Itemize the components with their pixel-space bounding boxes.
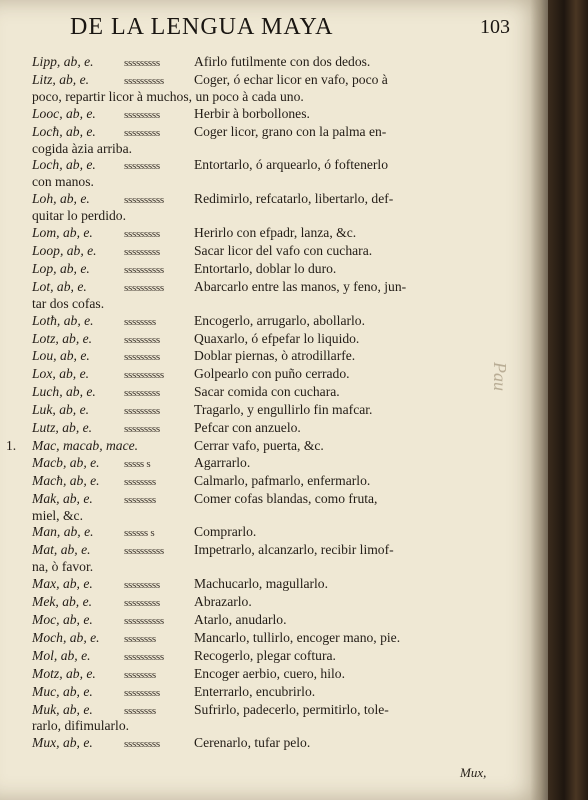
entry-definition-continuation: miel, &c.	[32, 507, 83, 523]
entry-leader: sssssssss	[124, 423, 160, 436]
entry-headword: Lom, ab, e.	[32, 225, 93, 241]
dictionary-entry	[32, 157, 502, 191]
entry-definition-text: Agarrarlo.	[194, 454, 251, 470]
entry-leader: sssssssss	[124, 108, 160, 121]
entry-definition	[194, 666, 502, 684]
entry-definition	[194, 612, 502, 630]
entry-definition-text: Impetrarlo, alcanzarlo, recibir limof-	[194, 542, 394, 558]
entry-leader: ssssssssss	[124, 74, 164, 87]
entry-definition-continuation: quitar lo perdido.	[32, 208, 127, 224]
entry-definition-text: Mancarlo, tullirlo, encoger mano, pie.	[194, 629, 401, 645]
page-gutter-shadow	[530, 0, 548, 800]
entry-headword: Muk, ab, e.	[32, 701, 93, 717]
dictionary-entry	[32, 402, 502, 420]
entry-definition	[194, 420, 502, 438]
entry-leader: sssssssss	[124, 387, 160, 400]
entry-definition-text: Afirlo futilmente con dos dedos.	[194, 54, 371, 69]
entry-headword: Macb, ab, e.	[32, 454, 100, 470]
dictionary-entry	[32, 191, 502, 225]
entry-leader: ssssssssss	[124, 545, 164, 558]
entry-headword: Lou, ab, e.	[32, 348, 90, 364]
entry-definition	[194, 735, 502, 753]
entry-headword: Luch, ab, e.	[32, 384, 96, 400]
entry-definition	[194, 225, 502, 243]
entry-leader: ssssssssss	[124, 615, 164, 627]
entry-leader: sssssssss	[124, 126, 160, 139]
entry-definition	[194, 384, 502, 402]
entry-definition-text: Coger, ó echar licor en vafo, poco à	[194, 71, 388, 87]
page-header	[40, 14, 520, 44]
page-number: 103	[480, 16, 510, 38]
entry-leader: sssssssss	[124, 57, 160, 69]
entry-definition	[194, 648, 502, 666]
entry-definition-continuation: cogida àzia arriba.	[32, 140, 133, 156]
entry-headword: Lipp, ab, e.	[32, 54, 94, 69]
dictionary-entry	[32, 72, 502, 106]
entry-leader: ssssss s	[124, 527, 155, 540]
dictionary-entry	[32, 576, 502, 594]
entry-definition-text: Recogerlo, plegar coftura.	[194, 647, 336, 663]
entry-definition-continuation: na, ò favor.	[32, 559, 94, 575]
entry-leader: ssssssss	[124, 475, 156, 488]
entry-leader	[124, 438, 194, 455]
entry-definition-text: Entortarlo, ó arquearlo, ó foftenerlo	[194, 157, 389, 173]
entry-headword: Moc, ab, e.	[32, 612, 93, 627]
entry-definition-text: Quaxarlo, ó efpefar lo liquido.	[194, 330, 360, 346]
entry-definition-text: Encogerlo, arrugarlo, abollarlo.	[194, 312, 365, 328]
entry-definition-text: Sacar licor del vafo con cuchara.	[194, 242, 373, 258]
entry-leader: sssssssss	[124, 597, 160, 610]
dictionary-entries	[6, 54, 502, 753]
entry-definition-continuation: con manos.	[32, 174, 94, 190]
entry-leader: sssssssss	[124, 579, 160, 592]
entry-definition-text: Enterrarlo, encubrirlo.	[194, 683, 316, 699]
dictionary-entry	[32, 124, 502, 158]
entry-headword: Mat, ab, e.	[32, 542, 91, 558]
dictionary-entry	[32, 313, 502, 331]
entry-definition	[194, 630, 502, 648]
entry-definition	[194, 54, 502, 72]
entry-definition-text: Coger licor, grano con la palma en-	[194, 123, 387, 139]
entry-number: 1.	[6, 437, 17, 453]
entry-headword: Macħ, ab, e.	[32, 472, 100, 488]
entry-definition	[194, 524, 502, 542]
entry-definition-text: Sacar comida con cuchara.	[194, 384, 340, 400]
dictionary-entry	[6, 437, 502, 455]
entry-definition-text: Tragarlo, y engullirlo fin mafcar.	[194, 402, 373, 418]
entry-definition-text: Golpearlo con puño cerrado.	[194, 366, 350, 382]
entry-definition	[194, 366, 502, 384]
entry-leader: sssss s	[124, 457, 151, 470]
entry-headword: Man, ab, e.	[32, 524, 94, 540]
entry-leader: sssssssss	[124, 228, 160, 241]
dictionary-entry	[32, 331, 502, 349]
entry-definition-continuation: tar dos cofas.	[32, 295, 105, 311]
entry-leader: sssssssss	[124, 686, 160, 699]
entry-leader: ssssssss	[124, 668, 156, 681]
dictionary-entry	[32, 225, 502, 243]
dictionary-entry	[32, 279, 502, 313]
dictionary-entry	[32, 473, 502, 491]
dictionary-entry	[32, 735, 502, 753]
entry-headword: Loop, ab, e.	[32, 242, 97, 258]
dictionary-entry	[32, 612, 502, 630]
dictionary-entry	[32, 243, 502, 261]
entry-headword: Mol, ab, e.	[32, 647, 91, 663]
dictionary-entry	[32, 630, 502, 648]
entry-definition-continuation: rarlo, difimularlo.	[32, 718, 130, 734]
entry-headword: Lutz, ab, e.	[32, 420, 93, 436]
entry-leader: ssssssss	[124, 315, 156, 328]
entry-leader: ssssssss	[124, 704, 156, 717]
entry-definition-text: Doblar piernas, ò atrodillarfe.	[194, 348, 356, 364]
entry-definition-continuation: poco, repartir licor à muchos, un poco à cada uno.	[32, 88, 304, 104]
entry-leader: ssssssss	[124, 632, 156, 645]
entry-headword: Motz, ab, e.	[32, 665, 96, 681]
dictionary-entry	[32, 348, 502, 366]
entry-headword: Mac, macab, mace.	[32, 437, 139, 453]
entry-leader: ssssssssss	[124, 650, 164, 663]
dictionary-entry	[32, 524, 502, 542]
entry-definition-text: Machucarlo, magullarlo.	[194, 576, 328, 592]
entry-leader: ssssssssss	[124, 281, 164, 294]
entry-leader: ssssssssss	[124, 369, 164, 382]
entry-headword: Mux, ab, e.	[32, 735, 93, 751]
entry-headword: Locħ, ab, e.	[32, 123, 96, 139]
entry-definition	[194, 473, 502, 491]
entry-headword: Lop, ab, e.	[32, 260, 90, 276]
entry-headword: Litz, ab, e.	[32, 71, 90, 87]
entry-definition-text: Sufrirlo, padecerlo, permitirlo, tole-	[194, 701, 389, 717]
entry-definition-text: Abarcarlo entre las manos, y feno, jun-	[194, 278, 407, 294]
dictionary-entry	[32, 666, 502, 684]
entry-headword: Max, ab, e.	[32, 576, 93, 592]
entry-definition-text: Cerenarlo, tufar pelo.	[194, 735, 311, 751]
entry-definition	[194, 594, 502, 612]
entry-definition	[194, 402, 502, 420]
entry-headword: Loh, ab, e.	[32, 191, 90, 207]
book-spine	[548, 0, 588, 800]
entry-definition	[194, 106, 502, 124]
entry-leader: sssssssss	[124, 351, 160, 364]
entry-leader: sssssssss	[124, 245, 160, 258]
dictionary-entry	[32, 106, 502, 124]
entry-definition-text: Comer cofas blandas, como fruta,	[194, 490, 378, 506]
entry-leader: sssssssss	[124, 160, 160, 173]
dictionary-entry	[32, 384, 502, 402]
entry-definition-text: Redimirlo, refcatarlo, libertarlo, def-	[194, 191, 394, 207]
dictionary-entry	[32, 542, 502, 576]
entry-headword: Lox, ab, e.	[32, 366, 90, 382]
dictionary-entry	[32, 491, 502, 525]
entry-headword: Lotz, ab, e.	[32, 330, 93, 346]
entry-definition-text: Entortarlo, doblar lo duro.	[194, 260, 337, 276]
entry-leader: ssssssss	[124, 493, 156, 506]
entry-headword: Lotħ, ab, e.	[32, 312, 94, 328]
entry-definition-text: Atarlo, anudarlo.	[194, 612, 287, 627]
entry-definition-text: Abrazarlo.	[194, 594, 252, 610]
entry-definition	[194, 438, 502, 455]
entry-definition-text: Comprarlo.	[194, 524, 257, 540]
dictionary-entry	[32, 261, 502, 279]
dictionary-entry	[32, 702, 502, 736]
entry-definition	[194, 313, 502, 331]
entry-definition-text: Calmarlo, pafmarlo, enfermarlo.	[194, 472, 371, 488]
entry-definition-text: Pefcar con anzuelo.	[194, 420, 301, 436]
entry-headword: Mek, ab, e.	[32, 594, 93, 610]
entry-definition-text: Herirlo con efpadr, lanza, &c.	[194, 225, 357, 241]
entry-leader: sssssssss	[124, 333, 160, 346]
entry-leader: ssssssssss	[124, 263, 164, 276]
entry-leader: ssssssssss	[124, 194, 164, 207]
dictionary-entry	[32, 54, 502, 72]
entry-leader: sssssssss	[124, 738, 160, 751]
entry-definition-text: Encoger aerbio, cuero, hilo.	[194, 665, 345, 681]
entry-definition-text: Herbir à borbollones.	[194, 105, 310, 121]
entry-headword: Loch, ab, e.	[32, 157, 96, 173]
entry-definition	[194, 576, 502, 594]
entry-definition	[194, 684, 502, 702]
entry-headword: Luk, ab, e.	[32, 402, 90, 418]
entry-headword: Lot, ab, e.	[32, 278, 87, 294]
entry-definition	[194, 331, 502, 349]
entry-definition	[194, 348, 502, 366]
entry-headword: Mak, ab, e.	[32, 490, 93, 506]
entry-definition	[194, 243, 502, 261]
entry-headword: Looc, ab, e.	[32, 105, 96, 121]
entry-headword: Muc, ab, e.	[32, 683, 93, 699]
running-title: DE LA LENGUA MAYA	[70, 14, 334, 40]
dictionary-entry	[32, 684, 502, 702]
catchword: Mux,	[460, 765, 487, 780]
margin-note: Pau	[490, 362, 510, 391]
entry-definition	[194, 455, 502, 473]
entry-definition-text: Cerrar vafo, puerta, &c.	[194, 437, 324, 453]
dictionary-entry	[32, 420, 502, 438]
dictionary-entry	[32, 594, 502, 612]
dictionary-entry	[32, 455, 502, 473]
dictionary-entry	[32, 648, 502, 666]
dictionary-entry	[32, 366, 502, 384]
entry-definition	[194, 261, 502, 279]
entry-headword: Moch, ab, e.	[32, 629, 100, 645]
entry-leader: sssssssss	[124, 405, 160, 418]
